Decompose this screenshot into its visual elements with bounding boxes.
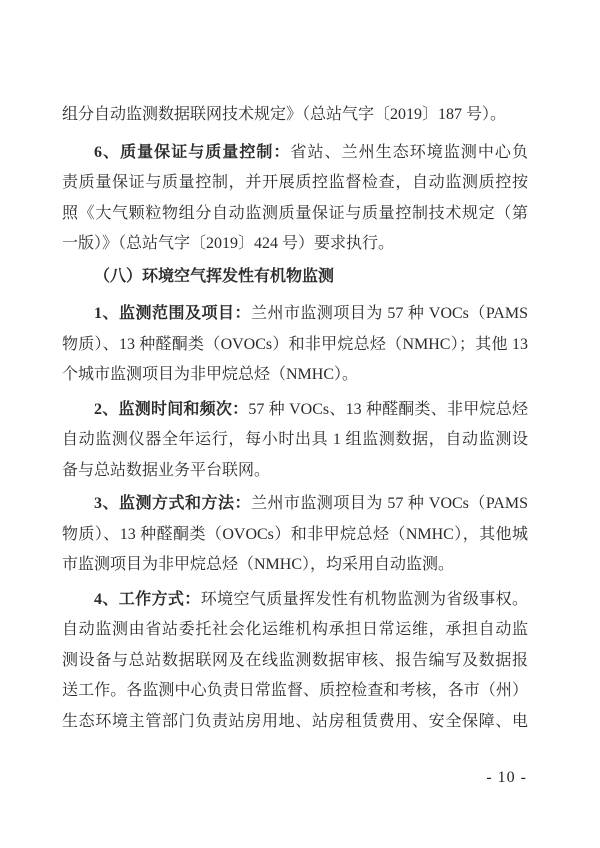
text-run: 生态环境主管部门负责站房用地、站房租赁费用、安全保障、电 (62, 712, 528, 730)
bold-run: （八）环境空气挥发性有机物监测 (94, 267, 335, 285)
document-body (62, 100, 528, 737)
text-run: 送工作。各监测中心负责日常监督、质控检查和考核，各市（州） (62, 682, 528, 699)
text-run: 备与总站数据业务平台联网。 (62, 461, 271, 479)
text-run: 环境空气质量挥发性有机物监测为省级事权。 (200, 590, 528, 608)
text-line (62, 550, 528, 581)
text-line (62, 456, 528, 487)
paragraph-item-3 (62, 489, 528, 581)
text-run: 57 种 VOCs、13 种醛酮类、非甲烷总烃 (248, 400, 528, 418)
text-line (62, 395, 528, 426)
text-line (62, 646, 528, 677)
bold-run: 1、监测范围及项目： (94, 305, 251, 322)
text-run: 组分自动监测数据联网技术规定》（总站气字〔2019〕187 号）。 (62, 106, 507, 123)
bold-run: 4、工作方式： (94, 590, 201, 608)
text-run: 个城市监测项目为非甲烷总烃（NMHC）。 (62, 366, 359, 383)
section-heading-line (62, 262, 528, 293)
text-line (62, 676, 528, 707)
bold-run: 2、监测时间和频次： (94, 400, 249, 418)
section-heading-8 (62, 262, 528, 293)
text-line (62, 100, 528, 131)
text-line (62, 707, 528, 738)
text-run: 省站、兰州生态环境监测中心负 (290, 143, 528, 161)
text-run: 照《大气颗粒物组分自动监测质量保证与质量控制技术规定（第 (62, 204, 528, 222)
text-line (62, 299, 528, 330)
text-run: 自动监测由省站委托社会化运维机构承担日常运维，承担自动监 (62, 621, 528, 638)
text-line (62, 138, 528, 169)
text-run: 物质）、13 种醛酮类（OVOCs）和非甲烷总烃（NMHC）；其他 13 (62, 335, 528, 353)
paragraph-item-2 (62, 395, 528, 487)
paragraph-item-6 (62, 138, 528, 260)
text-line (62, 489, 528, 520)
paragraph-item-4 (62, 585, 528, 738)
text-line (62, 229, 528, 260)
text-line (62, 168, 528, 199)
text-line (62, 585, 528, 616)
text-line (62, 199, 528, 230)
text-line (62, 615, 528, 646)
text-run: 物质）、13 种醛酮类（OVOCs）和非甲烷总烃（NMHC），其他城 (62, 525, 528, 543)
paragraph-item-1 (62, 299, 528, 391)
text-line (62, 520, 528, 551)
text-run: 责质量保证与质量控制，并开展质控监督检查，自动监测质控按 (62, 174, 528, 191)
text-run: 自动监测仪器全年运行，每小时出具 1 组监测数据，自动监测设 (62, 431, 528, 448)
text-run: 兰州市监测项目为 57 种 VOCs（PAMS (250, 495, 528, 512)
text-run: 一版）》（总站气字〔2019〕424 号）要求执行。 (62, 235, 395, 252)
paragraph-continued (62, 100, 528, 131)
text-run: 测设备与总站数据联网及在线监测数据审核、报告编写及数据报 (62, 651, 528, 669)
text-line (62, 425, 528, 456)
page-number: - 10 - (486, 769, 527, 786)
bold-run: 6、质量保证与质量控制： (94, 143, 291, 161)
bold-run: 3、监测方式和方法： (94, 495, 251, 512)
text-line (62, 330, 528, 361)
text-run: 兰州市监测项目为 57 种 VOCs（PAMS (250, 305, 528, 322)
text-run: 市监测项目为非甲烷总烃（NMHC），均采用自动监测。 (62, 556, 455, 573)
text-line (62, 360, 528, 391)
